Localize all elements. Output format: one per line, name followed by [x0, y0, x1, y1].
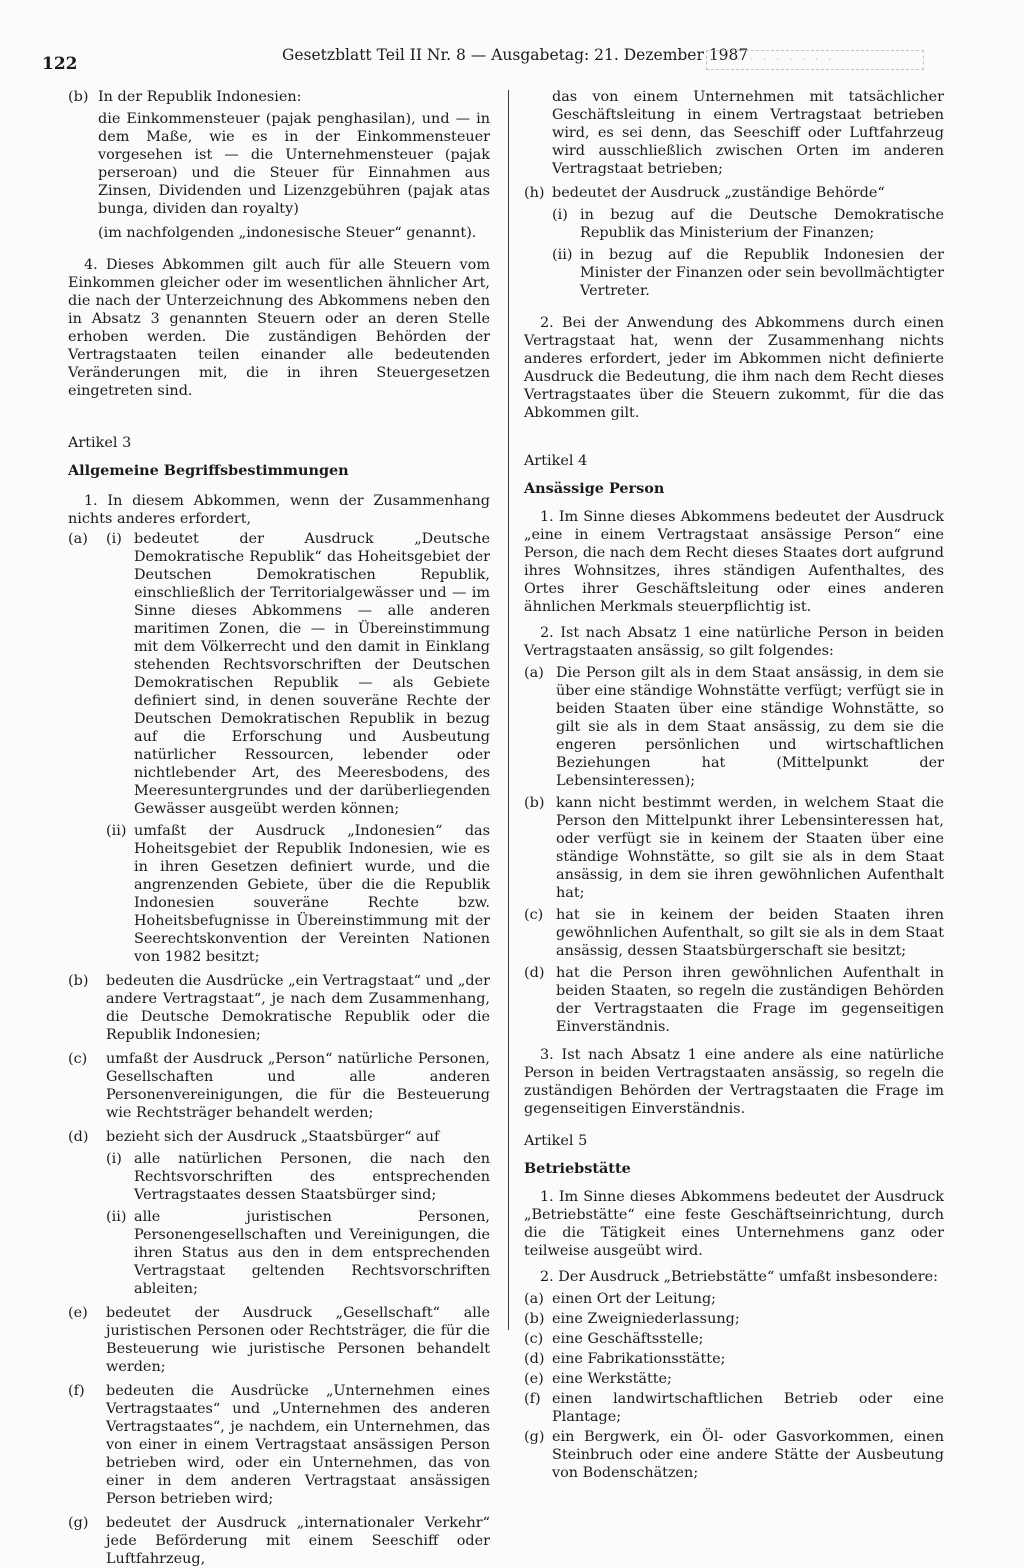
list-item: [524, 664, 944, 790]
item-text: umfaßt der Ausdruck „Indonesien“ das Hoheitsgebiet der Republik Indonesien, wie es in ihren Gesetzen definiert wurde, und die angrenzenden Gebiete, über die die Republik Indonesien souveräne Rechte bzw. Hoheitsbefugnisse in Übereinstimmung mit der Seerechtskonvention der Vereinten Nationen von 1982 besitzt;: [134, 823, 490, 965]
item-label: (d): [524, 1351, 545, 1367]
item-text: eine Zweigniederlassung;: [552, 1311, 740, 1327]
article-heading: Artikel 5: [524, 1133, 588, 1149]
item-text: ein Bergwerk, ein Öl- oder Gasvorkommen, einen Steinbruch oder eine andere Stätte der Ausbeutung von Bodenschätzen;: [552, 1429, 944, 1481]
list-item: [106, 1208, 490, 1298]
item-label: (i): [106, 1151, 122, 1167]
paragraph: 2. Ist nach Absatz 1 eine natürliche Person in beiden Vertragstaaten ansässig, so gilt folgendes:: [524, 625, 944, 659]
list-item: [68, 530, 490, 966]
paragraph: 3. Ist nach Absatz 1 eine andere als eine natürliche Person in beiden Vertragstaaten ansässig, so regeln die zuständigen Behörden der Vertragstaaten die Frage im gegenseitigen Einverständnis.: [524, 1047, 944, 1117]
item-label: (d): [68, 1129, 89, 1145]
item-text: umfaßt der Ausdruck „Person“ natürliche Personen, Gesellschaften und alle anderen Personenvereinigungen, die für die Besteuerung wie Rechtsträger behandelt werden;: [106, 1051, 490, 1121]
item-text: eine Fabrikationsstätte;: [552, 1351, 726, 1367]
list-item: [524, 1390, 944, 1426]
item-label: (ii): [106, 1209, 127, 1225]
item-text: bedeutet der Ausdruck „zuständige Behörde“: [552, 185, 885, 201]
item-text: hat sie in keinem der beiden Staaten ihren gewöhnlichen Aufenthalt, so gilt sie als in dem Staat ansässig, dessen Staatsbürgerschaft sie besitzt;: [556, 907, 944, 959]
item-text: hat die Person ihren gewöhnlichen Aufenthalt in beiden Staaten, so regeln die zuständigen Behörden der Vertragstaaten die Frage im gegenseitigen Einverständnis.: [556, 965, 944, 1035]
list-item: [552, 206, 944, 242]
paragraph: 2. Bei der Anwendung des Abkommens durch einen Vertragstaat hat, wenn der Zusammenhang nichts anderes erfordert, jeder im Abkommen nicht definierte Ausdruck die Bedeutung, die ihm nach dem Recht dieses Vertragstaates über die Steuern zukommt, für die das Abkommen gilt.: [524, 315, 944, 421]
item-label: (e): [68, 1305, 88, 1321]
item-label: (ii): [552, 247, 573, 263]
item-text: einen Ort der Leitung;: [552, 1291, 717, 1307]
item-label: (i): [106, 531, 122, 547]
page-number: 122: [42, 54, 78, 74]
item-label: (c): [524, 907, 544, 923]
item-text: bedeutet der Ausdruck „Gesellschaft“ alle juristischen Personen oder Rechtsträger, die für die Besteuerung wie juristische Personen behandelt werden;: [106, 1305, 490, 1375]
item-label: (e): [524, 1371, 544, 1387]
item-label: (b): [524, 795, 545, 811]
item-text: alle juristischen Personen, Personengesellschaften und Vereinigungen, die ihren Status aus den in dem entsprechenden Vertragstaat geltenden Rechtsvorschriften ableiten;: [134, 1209, 490, 1297]
list-item: [524, 1290, 944, 1308]
list-item: [552, 246, 944, 300]
item-text: bedeuten die Ausdrücke „ein Vertragstaat“ und „der andere Vertragstaat“, je nach dem Zusammenhang, die Deutsche Demokratische Republik oder die Republik Indonesien;: [106, 973, 490, 1043]
list-item: [106, 1150, 490, 1204]
item-text: bedeutet der Ausdruck „Deutsche Demokratische Republik“ das Hoheitsgebiet der Deutschen Demokratischen Republik, einschließlich der Territorialgewässer und — im Sinne dieses Abkommens — alle anderen maritimen Zonen, die — in Übereinstimmung mit dem Völkerrecht und den damit in Einklang stehenden Rechtsvorschriften der Deutschen Demokratischen Republik — als Gebiete definiert sind, in denen souveräne Rechte der Deutschen Demokratischen Republik in bezug auf die Erforschung und Ausbeutung natürlicher Ressourcen, lebender oder nichtlebender Art, des Meeresbodens, des Meeresuntergrundes und der darüberliegenden Gewässer ausgeübt werden können;: [134, 531, 490, 817]
item-label: (a): [524, 1291, 544, 1307]
tax-note: (im nachfolgenden „indonesische Steuer“ genannt).: [98, 225, 477, 241]
tax-list: die Einkommensteuer (pajak penghasilan), und — in dem Maße, wie es in der Einkommensteuer vorgesehen ist — die Unternehmensteuer (pajak perseroan) und die Steuer für Einnahmen aus Zinsen, Dividenden und Lizenzgebühren (pajak atas bunga, dividen dan royalty): [98, 111, 490, 217]
list-item: [68, 1304, 490, 1376]
item-label: (i): [552, 207, 568, 223]
article-title: Betriebstätte: [524, 1160, 631, 1177]
item-text: in bezug auf die Deutsche Demokratische Republik das Ministerium der Finanzen;: [580, 207, 944, 241]
item-text: bedeuten die Ausdrücke „Unternehmen eines Vertragstaates“ und „Unternehmen des anderen Vertragstaates“, je nachdem, ein Unternehmen, das von einer in einem Vertragstaat ansässigen Person betrieben wird, oder ein Unternehmen, das von einer in dem anderen Vertragstaat ansässigen Person betrieben wird;: [106, 1383, 490, 1507]
item-label: (f): [68, 1383, 85, 1399]
item-text: kann nicht bestimmt werden, in welchem Staat die Person den Mittelpunkt ihrer Lebensinteressen hat, oder verfügt sie in keinem der Staaten über eine ständige Wohnstätte, so gilt sie als in dem Staat ansässig, in dem sie ihren gewöhnlichen Aufenthalt hat;: [556, 795, 944, 901]
list-item: [68, 1514, 490, 1568]
list-item: [524, 964, 944, 1036]
article-heading: Artikel 4: [524, 453, 588, 469]
item-text: eine Geschäftsstelle;: [552, 1331, 704, 1347]
item-label: (g): [524, 1429, 545, 1445]
item-label: (h): [524, 185, 545, 201]
list-item: [524, 1428, 944, 1482]
betriebstaette-list: [524, 1290, 944, 1482]
article-title: Allgemeine Begriffsbestimmungen: [68, 462, 349, 479]
list-item: [524, 1330, 944, 1348]
list-item: [68, 1128, 490, 1298]
paragraph: 1. In diesem Abkommen, wenn der Zusammenhang nichts anderes erfordert,: [68, 493, 490, 527]
paragraph: 2. Der Ausdruck „Betriebstätte“ umfaßt insbesondere:: [540, 1269, 938, 1285]
item-text: in bezug auf die Republik Indonesien der Minister der Finanzen oder sein bevollmächtigter Vertreter.: [580, 247, 944, 299]
archive-stamp: · · · · · · · · · ·: [706, 50, 924, 70]
item-text-continued: das von einem Unternehmen mit tatsächlicher Geschäftsleitung in einem Vertragstaat betrieben wird, es sei denn, das Seeschiff oder Luftfahrzeug wird ausschließlich zwischen Orten im anderen Vertragstaat betrieben;: [552, 89, 944, 177]
header-title: Gesetzblatt Teil II Nr. 8 — Ausgabetag: 21. Dezember 1987: [282, 46, 749, 64]
list-item: [106, 530, 490, 818]
item-label: (a): [68, 531, 88, 547]
article-title: Ansässige Person: [524, 480, 665, 497]
list-item: [524, 1350, 944, 1368]
item-text: bezieht sich der Ausdruck „Staatsbürger“ auf: [106, 1129, 440, 1145]
column-divider: [508, 90, 509, 1330]
list-item: [68, 972, 490, 1044]
item-text: einen landwirtschaftlichen Betrieb oder eine Plantage;: [552, 1391, 944, 1425]
item-text: bedeutet der Ausdruck „internationaler Verkehr“ jede Beförderung mit einem Seeschiff oder Luftfahrzeug,: [106, 1515, 490, 1567]
item-text: In der Republik Indonesien:: [98, 89, 302, 105]
list-item: [68, 1382, 490, 1508]
item-text: alle natürlichen Personen, die nach den Rechtsvorschriften des entsprechenden Vertragstaates dessen Staatsbürger sind;: [134, 1151, 490, 1203]
list-item: [106, 822, 490, 966]
item-label: (d): [524, 965, 545, 981]
item-label: (g): [68, 1515, 89, 1531]
right-column: [524, 88, 944, 1482]
page-header: [42, 46, 962, 76]
item-label: (f): [524, 1391, 541, 1407]
item-label: (c): [524, 1331, 544, 1347]
item-label: (b): [524, 1311, 545, 1327]
item-label: (c): [68, 1051, 88, 1067]
item-text: eine Werkstätte;: [552, 1371, 672, 1387]
item-label: (b): [68, 89, 89, 105]
list-item: [68, 88, 490, 106]
item-label: (b): [68, 973, 89, 989]
paragraph: 1. Im Sinne dieses Abkommens bedeutet der Ausdruck „eine in einem Vertragstaat ansässige Person“ eine Person, die nach dem Recht dieses Staates dort aufgrund ihres Wohnsitzes, ihres ständigen Aufenthaltes, des Ortes ihrer Geschäftsleitung oder eines anderen ähnlichen Merkmals steuerpflichtig ist.: [524, 509, 944, 615]
list-item: [68, 1050, 490, 1122]
article-heading: Artikel 3: [68, 435, 132, 451]
list-item: [524, 906, 944, 960]
item-label: (ii): [106, 823, 127, 839]
list-item: [524, 1310, 944, 1328]
item-label: (a): [524, 665, 544, 681]
list-item: [524, 794, 944, 902]
list-item: [524, 1370, 944, 1388]
left-column: [68, 88, 490, 1568]
paragraph: 1. Im Sinne dieses Abkommens bedeutet der Ausdruck „Betriebstätte“ eine feste Geschäftseinrichtung, durch die die Tätigkeit eines Unternehmens ganz oder teilweise ausgeübt wird.: [524, 1189, 944, 1259]
paragraph: 4. Dieses Abkommen gilt auch für alle Steuern vom Einkommen gleicher oder im wesentlichen ähnlicher Art, die nach der Unterzeichnung des Abkommens neben den in Absatz 3 genannten Steuern oder an deren Stelle erhoben werden. Die zuständigen Behörden der Vertragstaaten teilen einander alle bedeutenden Veränderungen mit, die in ihren Steuergesetzen eingetreten sind.: [68, 257, 490, 399]
list-item: [524, 184, 944, 300]
item-text: Die Person gilt als in dem Staat ansässig, in dem sie über eine ständige Wohnstätte verfügt; verfügt sie in beiden Staaten über eine ständige Wohnstätte, so gilt sie als in dem Staat ansässig, zu dem sie die engeren persönlichen und wirtschaftlichen Beziehungen hat (Mittelpunkt der Lebensinteressen);: [556, 665, 944, 789]
